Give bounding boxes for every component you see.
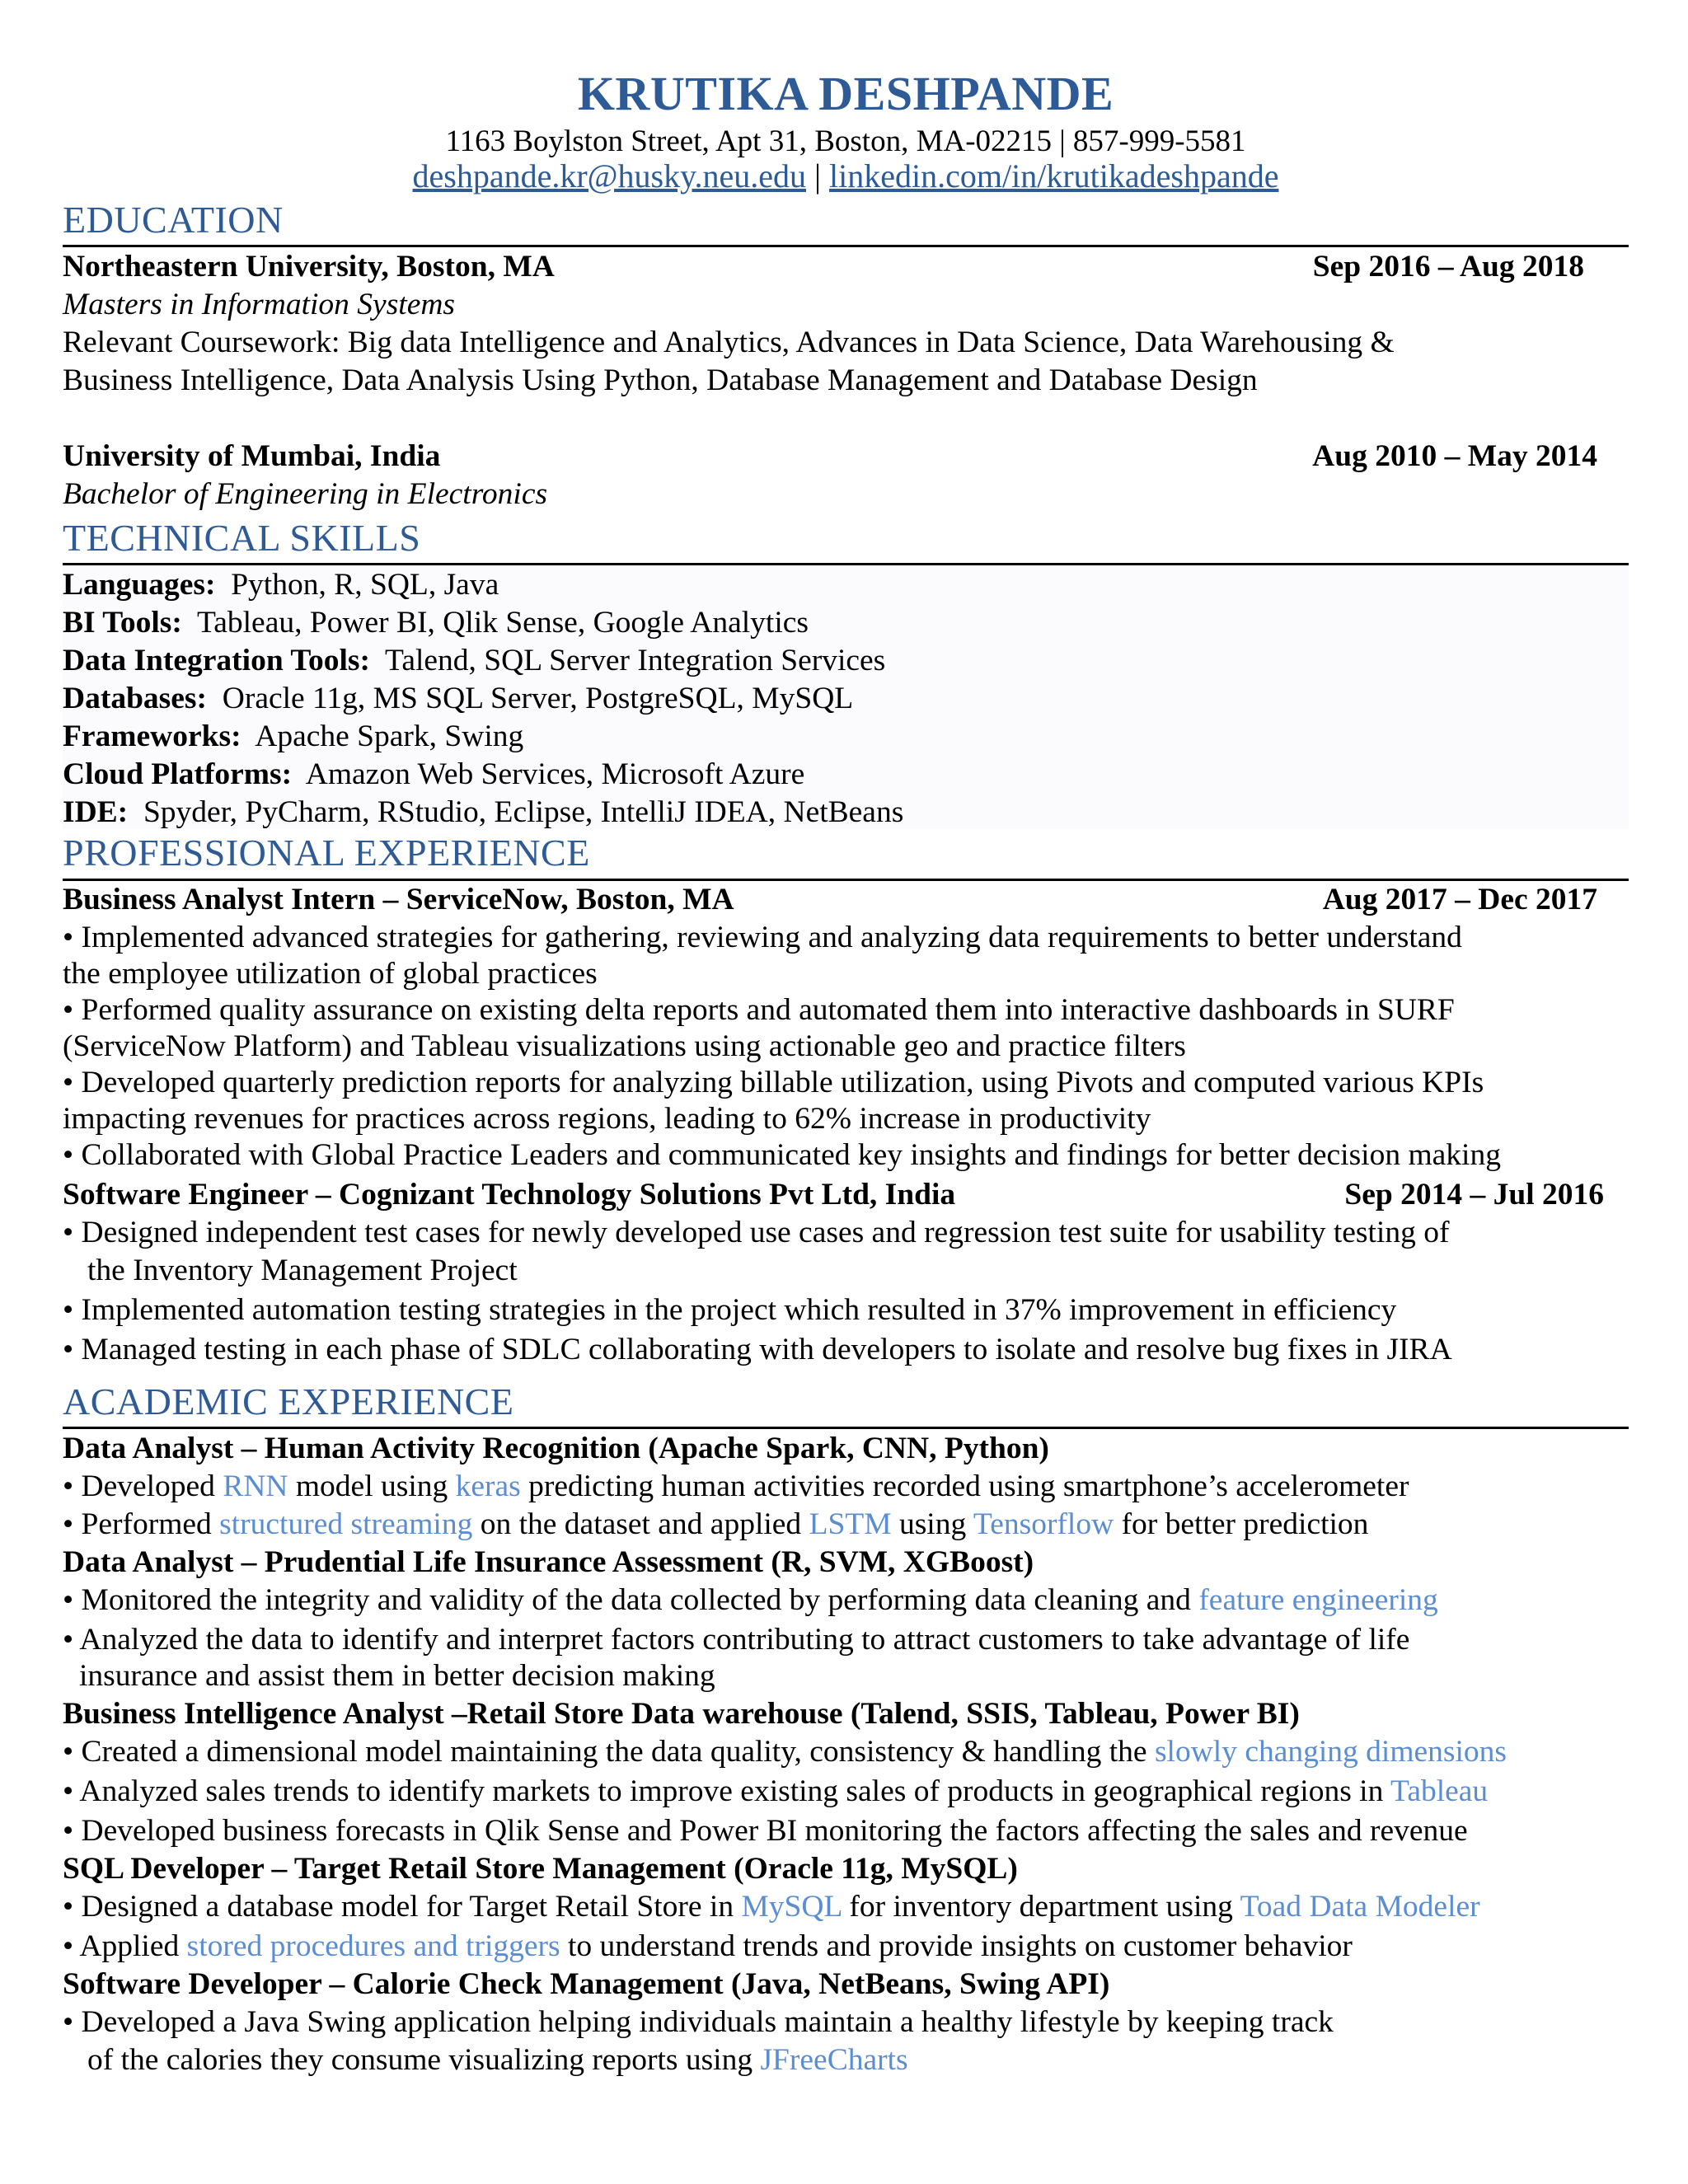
- edu-dates-2: Aug 2010 – May 2014: [1312, 439, 1597, 473]
- section-heading-academic: ACADEMIC EXPERIENCE: [63, 1380, 514, 1422]
- project-bullet-line: [63, 1929, 1353, 1964]
- highlighted-keyword: Toad Data Modeler: [1240, 1890, 1480, 1924]
- section-heading-experience: PROFESSIONAL EXPERIENCE: [63, 832, 590, 874]
- job-title: Business Analyst Intern – ServiceNow, Boston, MA: [63, 883, 734, 916]
- project-bullet-line: [63, 1582, 1438, 1618]
- skill-value: Oracle 11g, MS SQL Server, PostgreSQL, MySQL: [207, 682, 854, 715]
- email-link[interactable]: deshpande.kr@husky.neu.edu: [412, 157, 806, 194]
- job-dates: Aug 2017 – Dec 2017: [1322, 883, 1597, 916]
- project-bullet-line: [63, 1813, 1468, 1849]
- job-bullet-line: (ServiceNow Platform) and Tableau visualizations using actionable geo and practice filters: [63, 1029, 1186, 1063]
- job-dates: Sep 2014 – Jul 2016: [1344, 1178, 1604, 1212]
- edu-school-1: Northeastern University, Boston, MA: [63, 250, 555, 284]
- project-bullet-line: [79, 1658, 715, 1694]
- section-divider: [63, 245, 1629, 247]
- project-bullet-line: [63, 1734, 1507, 1769]
- skill-value: Python, R, SQL, Java: [215, 568, 499, 602]
- job-bullet-line: • Managed testing in each phase of SDLC collaborating with developers to isolate and resolve bug fixes in JIRA: [63, 1333, 1452, 1366]
- job-bullet-line: the employee utilization of global practices: [63, 957, 598, 991]
- project-title: Data Analyst – Prudential Life Insurance Assessment (R, SVM, XGBoost): [63, 1545, 1034, 1579]
- contact-separator: |: [806, 157, 830, 194]
- skill-value: Amazon Web Services, Microsoft Azure: [292, 757, 805, 791]
- job-bullet-line: • Collaborated with Global Practice Leaders and communicated key insights and findings for better decision making: [63, 1138, 1501, 1172]
- job-bullet-line: • Implemented advanced strategies for gathering, reviewing and analyzing data requirements to better understand: [63, 921, 1462, 954]
- job-bullet-line: the Inventory Management Project: [87, 1254, 518, 1287]
- bullet-text: insurance and assist them in better decision making: [79, 1659, 715, 1693]
- bullet-text: • Analyzed sales trends to identify markets to improve existing sales of products in geographical regions in: [63, 1774, 1391, 1808]
- edu-degree-1: Masters in Information Systems: [63, 288, 456, 321]
- edu-degree-2: Bachelor of Engineering in Electronics: [63, 477, 548, 511]
- job-bullet-line: • Implemented automation testing strategies in the project which resulted in 37% improvement in efficiency: [63, 1293, 1397, 1327]
- highlighted-keyword: slowly changing dimensions: [1154, 1735, 1507, 1769]
- project-bullet-line: [87, 2042, 908, 2078]
- bullet-text: • Monitored the integrity and validity of the data collected by performing data cleaning and: [63, 1583, 1199, 1617]
- skill-label: Data Integration Tools:: [63, 644, 370, 677]
- highlighted-keyword: JFreeCharts: [760, 2043, 908, 2077]
- contact-links: [63, 157, 1629, 195]
- skill-row: [63, 567, 499, 602]
- skill-row: [63, 605, 809, 640]
- skill-row: [63, 681, 853, 716]
- highlighted-keyword: structured streaming: [219, 1507, 473, 1541]
- project-bullet-line: [63, 2004, 1334, 2040]
- project-bullet-line: [63, 1889, 1480, 1924]
- project-bullet-line: [63, 1622, 1409, 1657]
- bullet-text: • Developed a Java Swing application helping individuals maintain a healthy lifestyle by keeping track: [63, 2005, 1334, 2039]
- job-bullet-line: • Developed quarterly prediction reports for analyzing billable utilization, using Pivots and computed various KPIs: [63, 1066, 1484, 1099]
- candidate-name: KRUTIKA DESHPANDE: [577, 67, 1114, 120]
- skill-value: Spyder, PyCharm, RStudio, Eclipse, IntelliJ IDEA, NetBeans: [128, 795, 904, 829]
- skill-value: Tableau, Power BI, Qlik Sense, Google Analytics: [181, 606, 809, 640]
- highlighted-keyword: MySQL: [741, 1890, 842, 1924]
- project-bullet-line: [63, 1774, 1488, 1809]
- section-heading-education: EDUCATION: [63, 199, 284, 241]
- bullet-text: for better prediction: [1114, 1507, 1369, 1541]
- job-bullet-line: • Designed independent test cases for newly developed use cases and regression test suite for usability testing of: [63, 1216, 1450, 1249]
- highlighted-keyword: stored procedures and triggers: [186, 1929, 560, 1963]
- project-title: Software Developer – Calorie Check Management (Java, NetBeans, Swing API): [63, 1967, 1110, 2001]
- linkedin-link[interactable]: linkedin.com/in/krutikadeshpande: [829, 157, 1279, 194]
- edu-dates-1: Sep 2016 – Aug 2018: [1312, 250, 1584, 284]
- project-title: Data Analyst – Human Activity Recognition (Apache Spark, CNN, Python): [63, 1432, 1049, 1465]
- project-title: Business Intelligence Analyst –Retail Store Data warehouse (Talend, SSIS, Tableau, Power BI): [63, 1697, 1300, 1731]
- highlighted-keyword: RNN: [223, 1469, 288, 1503]
- bullet-text: predicting human activities recorded using smartphone’s accelerometer: [520, 1469, 1409, 1503]
- skill-row: [63, 719, 523, 754]
- bullet-text: • Created a dimensional model maintaining the data quality, consistency & handling the: [63, 1735, 1155, 1769]
- job-bullet-line: • Performed quality assurance on existing delta reports and automated them into interactive dashboards in SURF: [63, 993, 1455, 1027]
- section-divider: [63, 1427, 1629, 1429]
- bullet-text: • Developed business forecasts in Qlik Sense and Power BI monitoring the factors affecting the sales and revenue: [63, 1814, 1468, 1848]
- highlighted-keyword: feature engineering: [1198, 1583, 1438, 1617]
- skill-value: Apache Spark, Swing: [241, 719, 524, 753]
- bullet-text: • Applied: [63, 1929, 187, 1963]
- skill-row: [63, 757, 804, 792]
- highlighted-keyword: LSTM: [809, 1507, 892, 1541]
- skill-label: Cloud Platforms:: [63, 757, 293, 791]
- project-bullet-line: [63, 1507, 1368, 1542]
- highlighted-keyword: keras: [455, 1469, 521, 1503]
- project-bullet-line: [63, 1469, 1409, 1504]
- bullet-text: of the calories they consume visualizing reports using: [87, 2043, 761, 2077]
- skill-label: IDE:: [63, 795, 129, 829]
- bullet-text: • Analyzed the data to identify and interpret factors contributing to attract customers to take advantage of life: [63, 1623, 1410, 1657]
- highlighted-keyword: Tableau: [1390, 1774, 1489, 1808]
- bullet-text: on the dataset and applied: [472, 1507, 809, 1541]
- bullet-text: model using: [288, 1469, 456, 1503]
- skill-label: Databases:: [63, 682, 207, 715]
- skill-value: Talend, SQL Server Integration Services: [369, 644, 886, 677]
- job-title: Software Engineer – Cognizant Technology Solutions Pvt Ltd, India: [63, 1178, 956, 1212]
- edu-coursework-line-2: Business Intelligence, Data Analysis Using Python, Database Management and Database Design: [63, 363, 1258, 397]
- edu-school-2: University of Mumbai, India: [63, 439, 441, 473]
- skill-label: BI Tools:: [63, 606, 182, 640]
- bullet-text: • Performed: [63, 1507, 220, 1541]
- skill-label: Frameworks:: [63, 719, 241, 753]
- section-divider: [63, 879, 1629, 881]
- job-bullet-line: impacting revenues for practices across regions, leading to 62% increase in productivity: [63, 1102, 1151, 1136]
- skill-row: [63, 643, 885, 678]
- project-title: SQL Developer – Target Retail Store Management (Oracle 11g, MySQL): [63, 1852, 1018, 1886]
- edu-coursework-line-1: Relevant Coursework: Big data Intelligence and Analytics, Advances in Data Science, Data Warehousing &: [63, 326, 1395, 359]
- section-heading-skills: TECHNICAL SKILLS: [63, 517, 421, 559]
- contact-address: 1163 Boylston Street, Apt 31, Boston, MA-02215 | 857-999-5581: [445, 124, 1246, 158]
- skill-row: [63, 794, 903, 830]
- bullet-text: • Designed a database model for Target Retail Store in: [63, 1890, 742, 1924]
- skill-label: Languages:: [63, 568, 216, 602]
- bullet-text: • Developed: [63, 1469, 223, 1503]
- highlighted-keyword: Tensorflow: [973, 1507, 1114, 1541]
- bullet-text: for inventory department using: [842, 1890, 1240, 1924]
- bullet-text: using: [891, 1507, 973, 1541]
- bullet-text: to understand trends and provide insights on customer behavior: [560, 1929, 1353, 1963]
